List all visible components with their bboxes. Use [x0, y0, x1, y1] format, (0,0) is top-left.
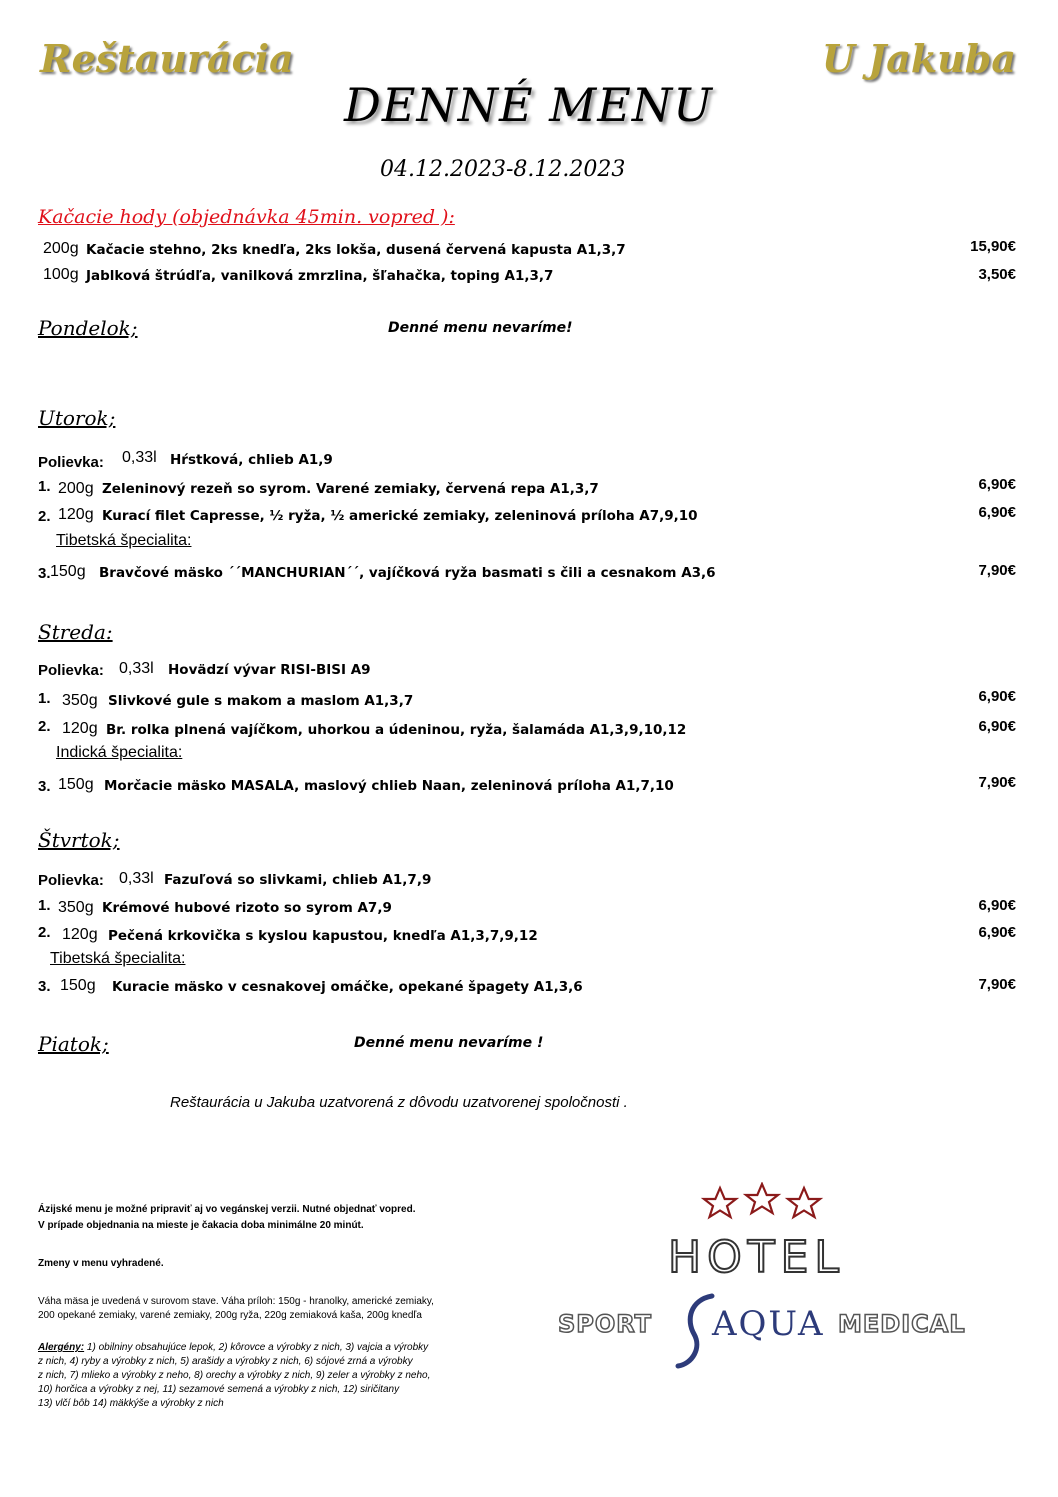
item-qty: 150g	[60, 977, 96, 994]
item-qty: 200g	[58, 480, 94, 497]
allergens-line: z nich, 4) ryby a výrobky z nich, 5) arašidy a výrobky z nich, 6) sójové zrná a výrobky	[38, 1356, 413, 1367]
footer-line: 200 opekané zemiaky, varené zemiaky, 200g ryža, 220g zemiaková kaša, 200g knedľa	[38, 1310, 422, 1321]
soup-qty: 0,33l	[119, 870, 154, 887]
item-number: 2.	[38, 924, 51, 941]
item-name: Kurací filet Capresse, ½ ryža, ½ americké zemiaky, zeleninová príloha A7,9,10	[102, 508, 698, 524]
allergens-line	[38, 1342, 428, 1354]
soup-name: Hŕstková, chlieb A1,9	[170, 452, 333, 468]
footer-line: Váha mäsa je uvedená v surovom stave. Váha príloh: 150g - hranolky, americké zemiaky,	[38, 1296, 434, 1307]
item-number: 3.	[38, 978, 51, 995]
soup-label: Polievka:	[38, 872, 104, 889]
item-price: 7,90€	[978, 774, 1016, 791]
date-range: 04.12.2023-8.12.2023	[380, 157, 626, 182]
monday-note: Denné menu nevaríme!	[388, 320, 573, 336]
logo-hotel: HOTEL	[668, 1232, 845, 1283]
item-price: 3,50€	[978, 266, 1016, 283]
footer-line: V prípade objednania na mieste je čakacia doba minimálne 20 minút.	[38, 1220, 364, 1231]
item-name: Morčacie mäsko MASALA, maslový chlieb Naan, zeleninová príloha A1,7,10	[104, 778, 674, 794]
item-price: 6,90€	[978, 504, 1016, 521]
star-icon	[704, 1188, 736, 1217]
day-monday: Pondelok;	[38, 316, 138, 340]
special-heading: Kačacie hody (objednávka 45min. vopred ):	[38, 206, 455, 228]
item-number: 3.	[38, 565, 51, 582]
item-qty: 120g	[62, 926, 98, 943]
item-name: Krémové hubové rizoto so syrom A7,9	[102, 900, 392, 916]
specialty-label: Indická špecialita:	[56, 744, 183, 761]
allergens-text: 1) obilniny obsahujúce lepok, 2) kôrovce a výrobky z nich, 3) vajcia a výrobky	[84, 1342, 429, 1353]
item-price: 7,90€	[978, 562, 1016, 579]
item-number: 1.	[38, 897, 51, 914]
item-number: 1.	[38, 690, 51, 707]
star-icon	[746, 1184, 778, 1213]
item-price: 6,90€	[978, 476, 1016, 493]
item-qty: 150g	[50, 563, 86, 580]
specialty-label: Tibetská špecialita:	[56, 532, 192, 549]
item-name: Kuracie mäsko v cesnakovej omáčke, opekané špagety A1,3,6	[112, 979, 583, 995]
day-wednesday: Streda:	[38, 620, 113, 644]
day-tuesday: Utorok;	[38, 406, 116, 430]
item-name: Kačacie stehno, 2ks knedľa, 2ks lokša, dusená červená kapusta A1,3,7	[86, 242, 626, 258]
item-name: Jablková štrúdľa, vanilková zmrzlina, šľahačka, toping A1,3,7	[86, 268, 554, 284]
stars-icon	[700, 1182, 824, 1230]
item-price: 6,90€	[978, 897, 1016, 914]
item-qty: 350g	[62, 692, 98, 709]
restaurant-name-left: Reštaurácia	[40, 36, 294, 81]
item-number: 2.	[38, 718, 51, 735]
logo-sport: SPORT	[558, 1310, 653, 1338]
item-name: Slivkové gule s makom a maslom A1,3,7	[108, 693, 414, 709]
soup-name: Fazuľová so slivkami, chlieb A1,7,9	[164, 872, 432, 888]
footer-line: Ázijské menu je možné pripraviť aj vo vegánskej verzii. Nutné objednať vopred.	[38, 1204, 416, 1215]
day-thursday: Štvrtok;	[38, 828, 120, 852]
star-icon	[788, 1188, 820, 1217]
allergens-line: 10) horčica a výrobky z nej, 11) sezamové semená a výrobky z nich, 12) siričitany	[38, 1384, 400, 1395]
allergens-line: z nich, 7) mlieko a výrobky z neho, 8) orechy a výrobky z nich, 9) zeler a výrobky z neho,	[38, 1370, 431, 1381]
item-qty: 120g	[58, 506, 94, 523]
item-number: 2.	[38, 508, 51, 525]
item-number: 1.	[38, 478, 51, 495]
item-name: Bravčové mäsko ´´MANCHURIAN´´, vajíčková ryža basmati s čili a cesnakom A3,6	[99, 565, 716, 581]
restaurant-name-right: U Jakuba	[821, 36, 1016, 81]
item-qty: 200g	[43, 240, 79, 257]
item-price: 6,90€	[978, 718, 1016, 735]
specialty-label: Tibetská špecialita:	[50, 950, 186, 967]
item-price: 15,90€	[970, 238, 1016, 255]
item-price: 6,90€	[978, 924, 1016, 941]
item-number: 3.	[38, 778, 51, 795]
logo-aqua: AQUA	[712, 1304, 825, 1344]
allergens-label: Alergény:	[38, 1342, 85, 1353]
soup-label: Polievka:	[38, 662, 104, 679]
item-qty: 150g	[58, 776, 94, 793]
friday-note: Denné menu nevaríme !	[354, 1035, 544, 1051]
item-qty: 120g	[62, 720, 98, 737]
item-price: 7,90€	[978, 976, 1016, 993]
logo-medical: MEDICAL	[838, 1310, 966, 1338]
allergens-line: 13) vlčí bôb 14) mäkkýše a výrobky z nich	[38, 1398, 224, 1409]
soup-label: Polievka:	[38, 454, 104, 471]
item-name: Zeleninový rezeň so syrom. Varené zemiaky, červená repa A1,3,7	[102, 481, 599, 497]
soup-qty: 0,33l	[119, 660, 154, 677]
day-friday: Piatok;	[38, 1032, 109, 1056]
item-name: Pečená krkovička s kyslou kapustou, knedľa A1,3,7,9,12	[108, 928, 538, 944]
item-name: Br. rolka plnená vajíčkom, uhorkou a údeninou, ryža, šalamáda A1,3,9,10,12	[106, 722, 687, 738]
item-qty: 350g	[58, 899, 94, 916]
page-title: DENNÉ MENU	[344, 78, 713, 132]
footer-line: Zmeny v menu vyhradené.	[38, 1258, 164, 1269]
soup-name: Hovädzí vývar RISI-BISI A9	[168, 662, 371, 678]
soup-qty: 0,33l	[122, 449, 157, 466]
closed-notice: Reštaurácia u Jakuba uzatvorená z dôvodu uzatvorenej spoločnosti .	[170, 1094, 628, 1111]
item-price: 6,90€	[978, 688, 1016, 705]
item-qty: 100g	[43, 266, 79, 283]
